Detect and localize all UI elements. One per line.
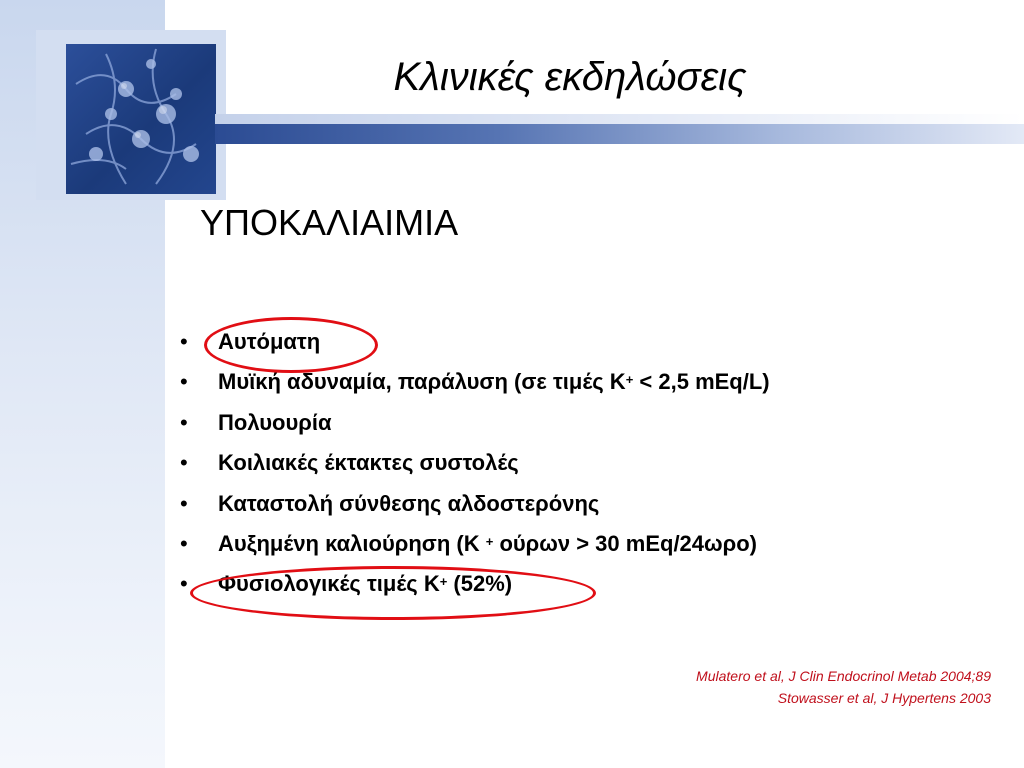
bullet-dot: • — [180, 369, 188, 395]
bullet-text: Καταστολή σύνθεσης αλδοστερόνης — [218, 490, 600, 516]
bullet-text: < 2,5 mEq/L) — [633, 369, 770, 395]
bullet-dot: • — [180, 450, 188, 476]
bullet-dot: • — [180, 530, 188, 556]
bullet-item — [180, 366, 770, 406]
bullet-item — [180, 528, 770, 568]
bullet-text: (52%) — [447, 571, 513, 597]
molecule-image — [66, 44, 216, 194]
bullet-text: Μυϊκή αδυναμία, παράλυση (σε τιμές Κ — [218, 369, 626, 395]
superscript: + — [439, 574, 448, 590]
reference-line: Stowasser et al, J Hypertens 2003 — [777, 690, 991, 706]
title-underline-bar — [215, 124, 1024, 144]
slide-title: Κλινικές εκδηλώσεις — [393, 55, 747, 99]
bullet-item — [180, 488, 770, 528]
bullet-dot: • — [180, 490, 188, 516]
slide-subtitle: ΥΠΟΚΑΛΙΑΙΜΙΑ — [200, 202, 459, 243]
bullet-text: Φυσιολογικές τιμές Κ — [218, 571, 440, 597]
highlight-circle-automatic — [204, 317, 378, 373]
bullet-item — [180, 407, 770, 447]
bullet-dot: • — [180, 571, 188, 597]
bullet-text: Αυτόματη — [218, 329, 321, 354]
bullet-item — [180, 447, 770, 487]
bullet-text: Αυξημένη καλιούρηση (Κ — [218, 530, 486, 556]
bullet-text: ούρων > 30 mEq/24ωρο) — [493, 530, 757, 556]
references — [696, 665, 991, 709]
bullet-text: Κοιλιακές έκτακτες συστολές — [218, 450, 519, 476]
bullet-text: Πολυουρία — [218, 409, 332, 435]
title-underline-light — [215, 114, 1024, 124]
bullet-dot: • — [180, 409, 188, 435]
superscript: + — [485, 533, 494, 549]
bullet-dot: • — [180, 329, 188, 354]
reference-line: Mulatero et al, J Clin Endocrinol Metab 2004;89 — [696, 668, 991, 684]
superscript: + — [625, 372, 634, 388]
highlight-circle-normal-potassium — [190, 566, 596, 620]
